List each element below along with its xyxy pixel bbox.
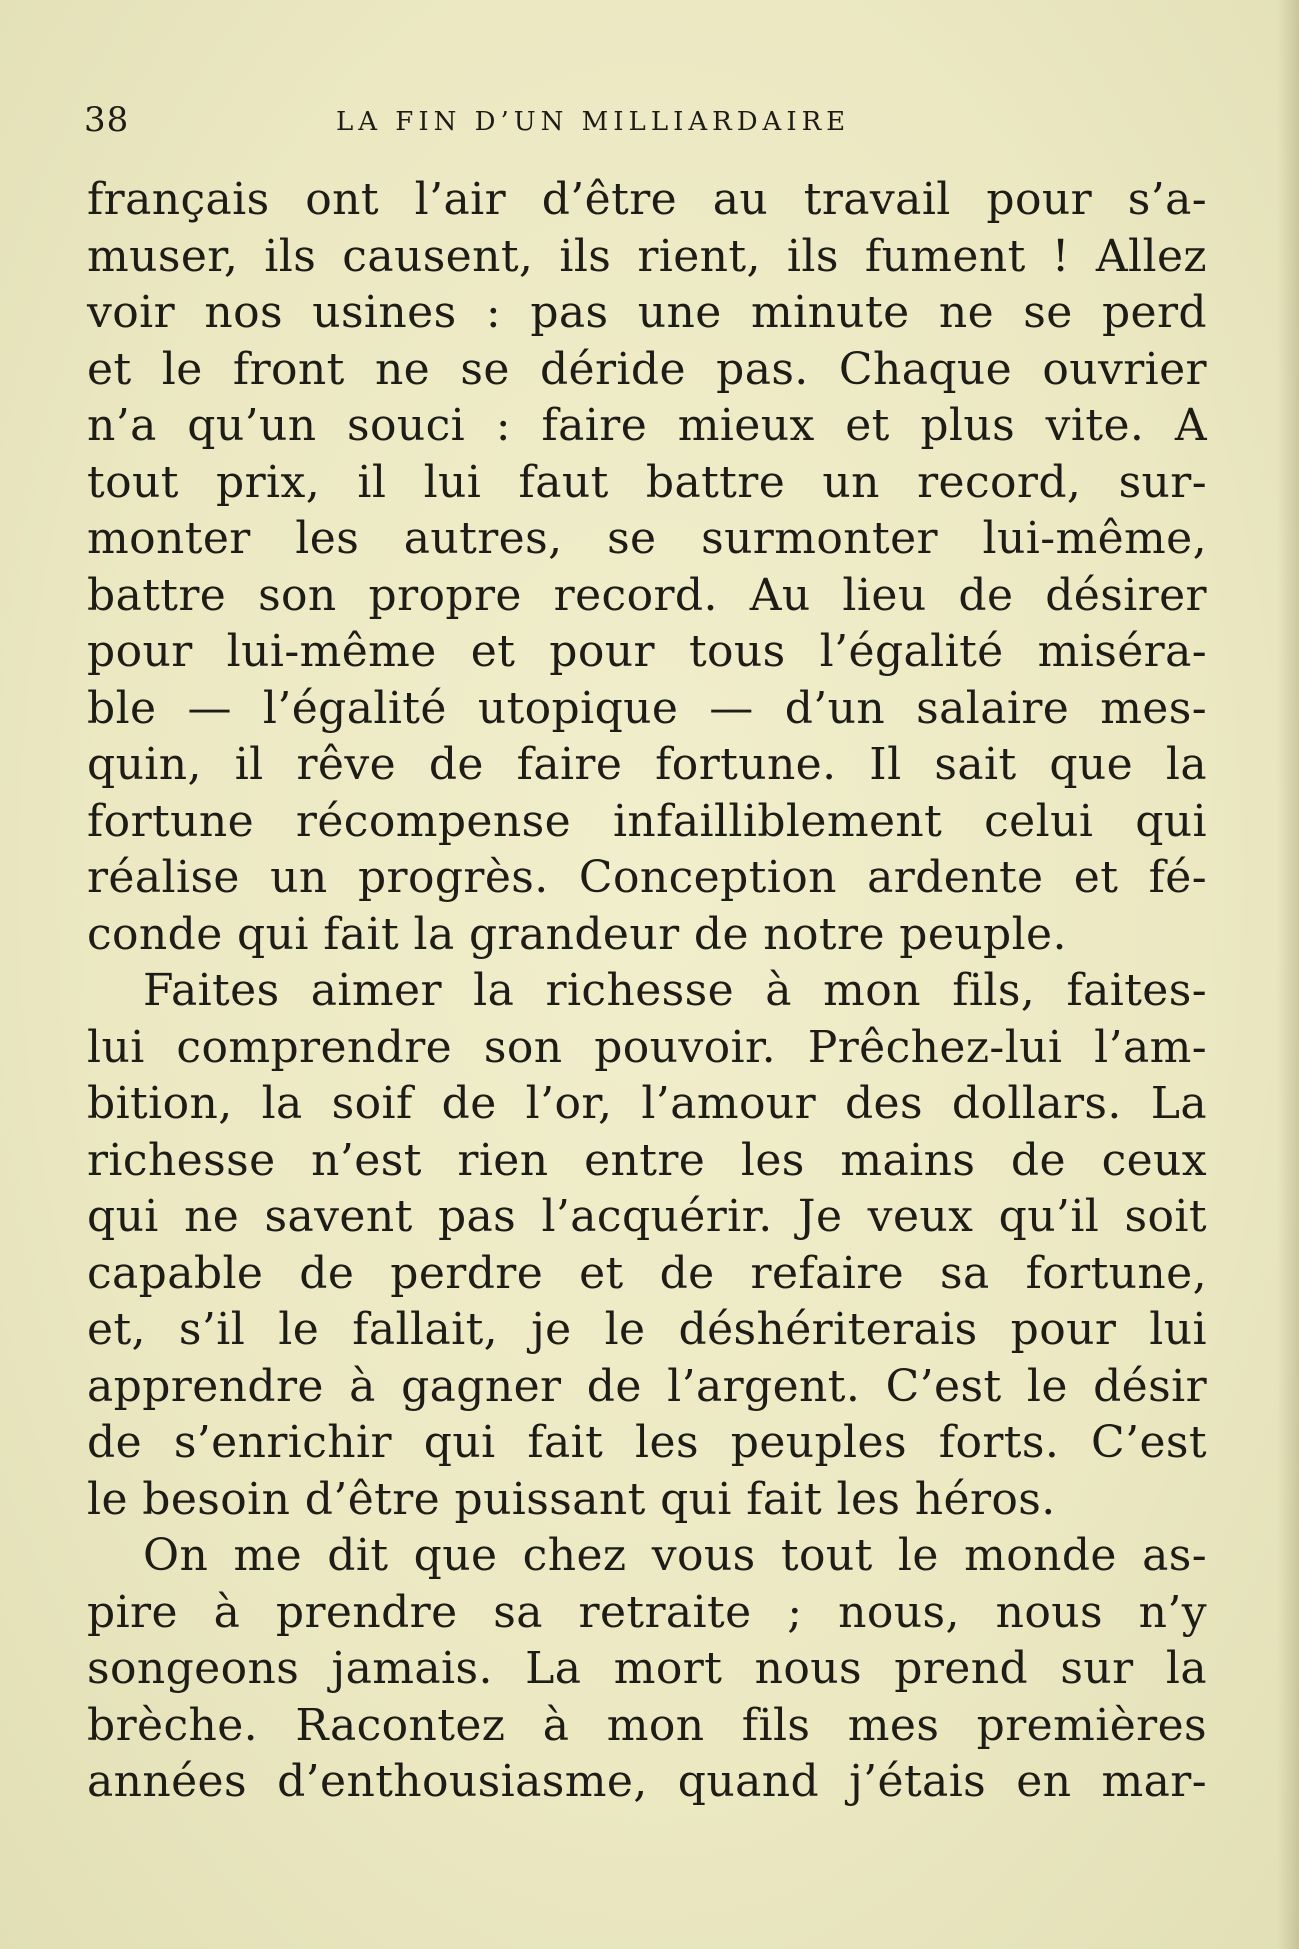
text-line: le besoin d’être puissant qui fait les héros.	[87, 1473, 1056, 1525]
page-header	[84, 100, 1214, 140]
text-line: tout prix, il lui faut battre un record, sur-	[87, 456, 1207, 508]
text-line: pire à prendre sa retraite ; nous, nous n’y	[87, 1586, 1207, 1638]
text-line: voir nos usines : pas une minute ne se perd	[87, 287, 1207, 338]
text-line: Faites aimer la richesse à mon fils, faites-	[143, 965, 1207, 1016]
body-text	[87, 172, 1207, 1811]
text-line: n’a qu’un souci : faire mieux et plus vite. A	[87, 400, 1207, 451]
text-line: années d’enthousiasme, quand j’étais en mar-	[87, 1756, 1207, 1807]
page-edge-shadow	[1277, 0, 1299, 1949]
text-line: de s’enrichir qui fait les peuples forts. C’est	[87, 1417, 1207, 1468]
text-line: brèche. Racontez à mon fils mes premières	[87, 1699, 1207, 1751]
text-line: songeons jamais. La mort nous prend sur la	[87, 1643, 1207, 1694]
text-line: battre son propre record. Au lieu de désirer	[87, 569, 1207, 621]
text-line: pour lui-même et pour tous l’égalité miséra-	[87, 626, 1207, 677]
text-line: et le front ne se déride pas. Chaque ouvrier	[87, 343, 1207, 395]
text-line: lui comprendre son pouvoir. Prêchez-lui l’am-	[87, 1021, 1207, 1073]
text-line: apprendre à gagner de l’argent. C’est le désir	[87, 1360, 1207, 1412]
text-line: quin, il rêve de faire fortune. Il sait que la	[87, 739, 1207, 790]
text-line: bition, la soif de l’or, l’amour des dollars. La	[87, 1078, 1207, 1129]
text-line: fortune récompense infailliblement celui qui	[87, 795, 1207, 847]
running-title: LA FIN D’UN MILLIARDAIRE	[336, 107, 851, 137]
text-line: On me dit que chez vous tout le monde as-	[143, 1530, 1207, 1581]
text-line: et, s’il le fallait, je le déshériterais pour lui	[87, 1304, 1207, 1355]
page-number: 38	[84, 100, 130, 140]
text-line: ble — l’égalité utopique — d’un salaire mes-	[87, 682, 1207, 734]
text-line: monter les autres, se surmonter lui-même,	[87, 513, 1207, 564]
text-line: muser, ils causent, ils rient, ils fument ! Allez	[87, 230, 1207, 282]
text-line: conde qui fait la grandeur de notre peuple.	[87, 908, 1067, 960]
text-line: réalise un progrès. Conception ardente et fé-	[87, 852, 1207, 903]
text-line: capable de perdre et de refaire sa fortune,	[87, 1247, 1207, 1299]
text-line: français ont l’air d’être au travail pour s’a-	[87, 174, 1207, 225]
text-line: qui ne savent pas l’acquérir. Je veux qu’il soit	[87, 1191, 1207, 1242]
text-line: richesse n’est rien entre les mains de ceux	[87, 1134, 1207, 1186]
